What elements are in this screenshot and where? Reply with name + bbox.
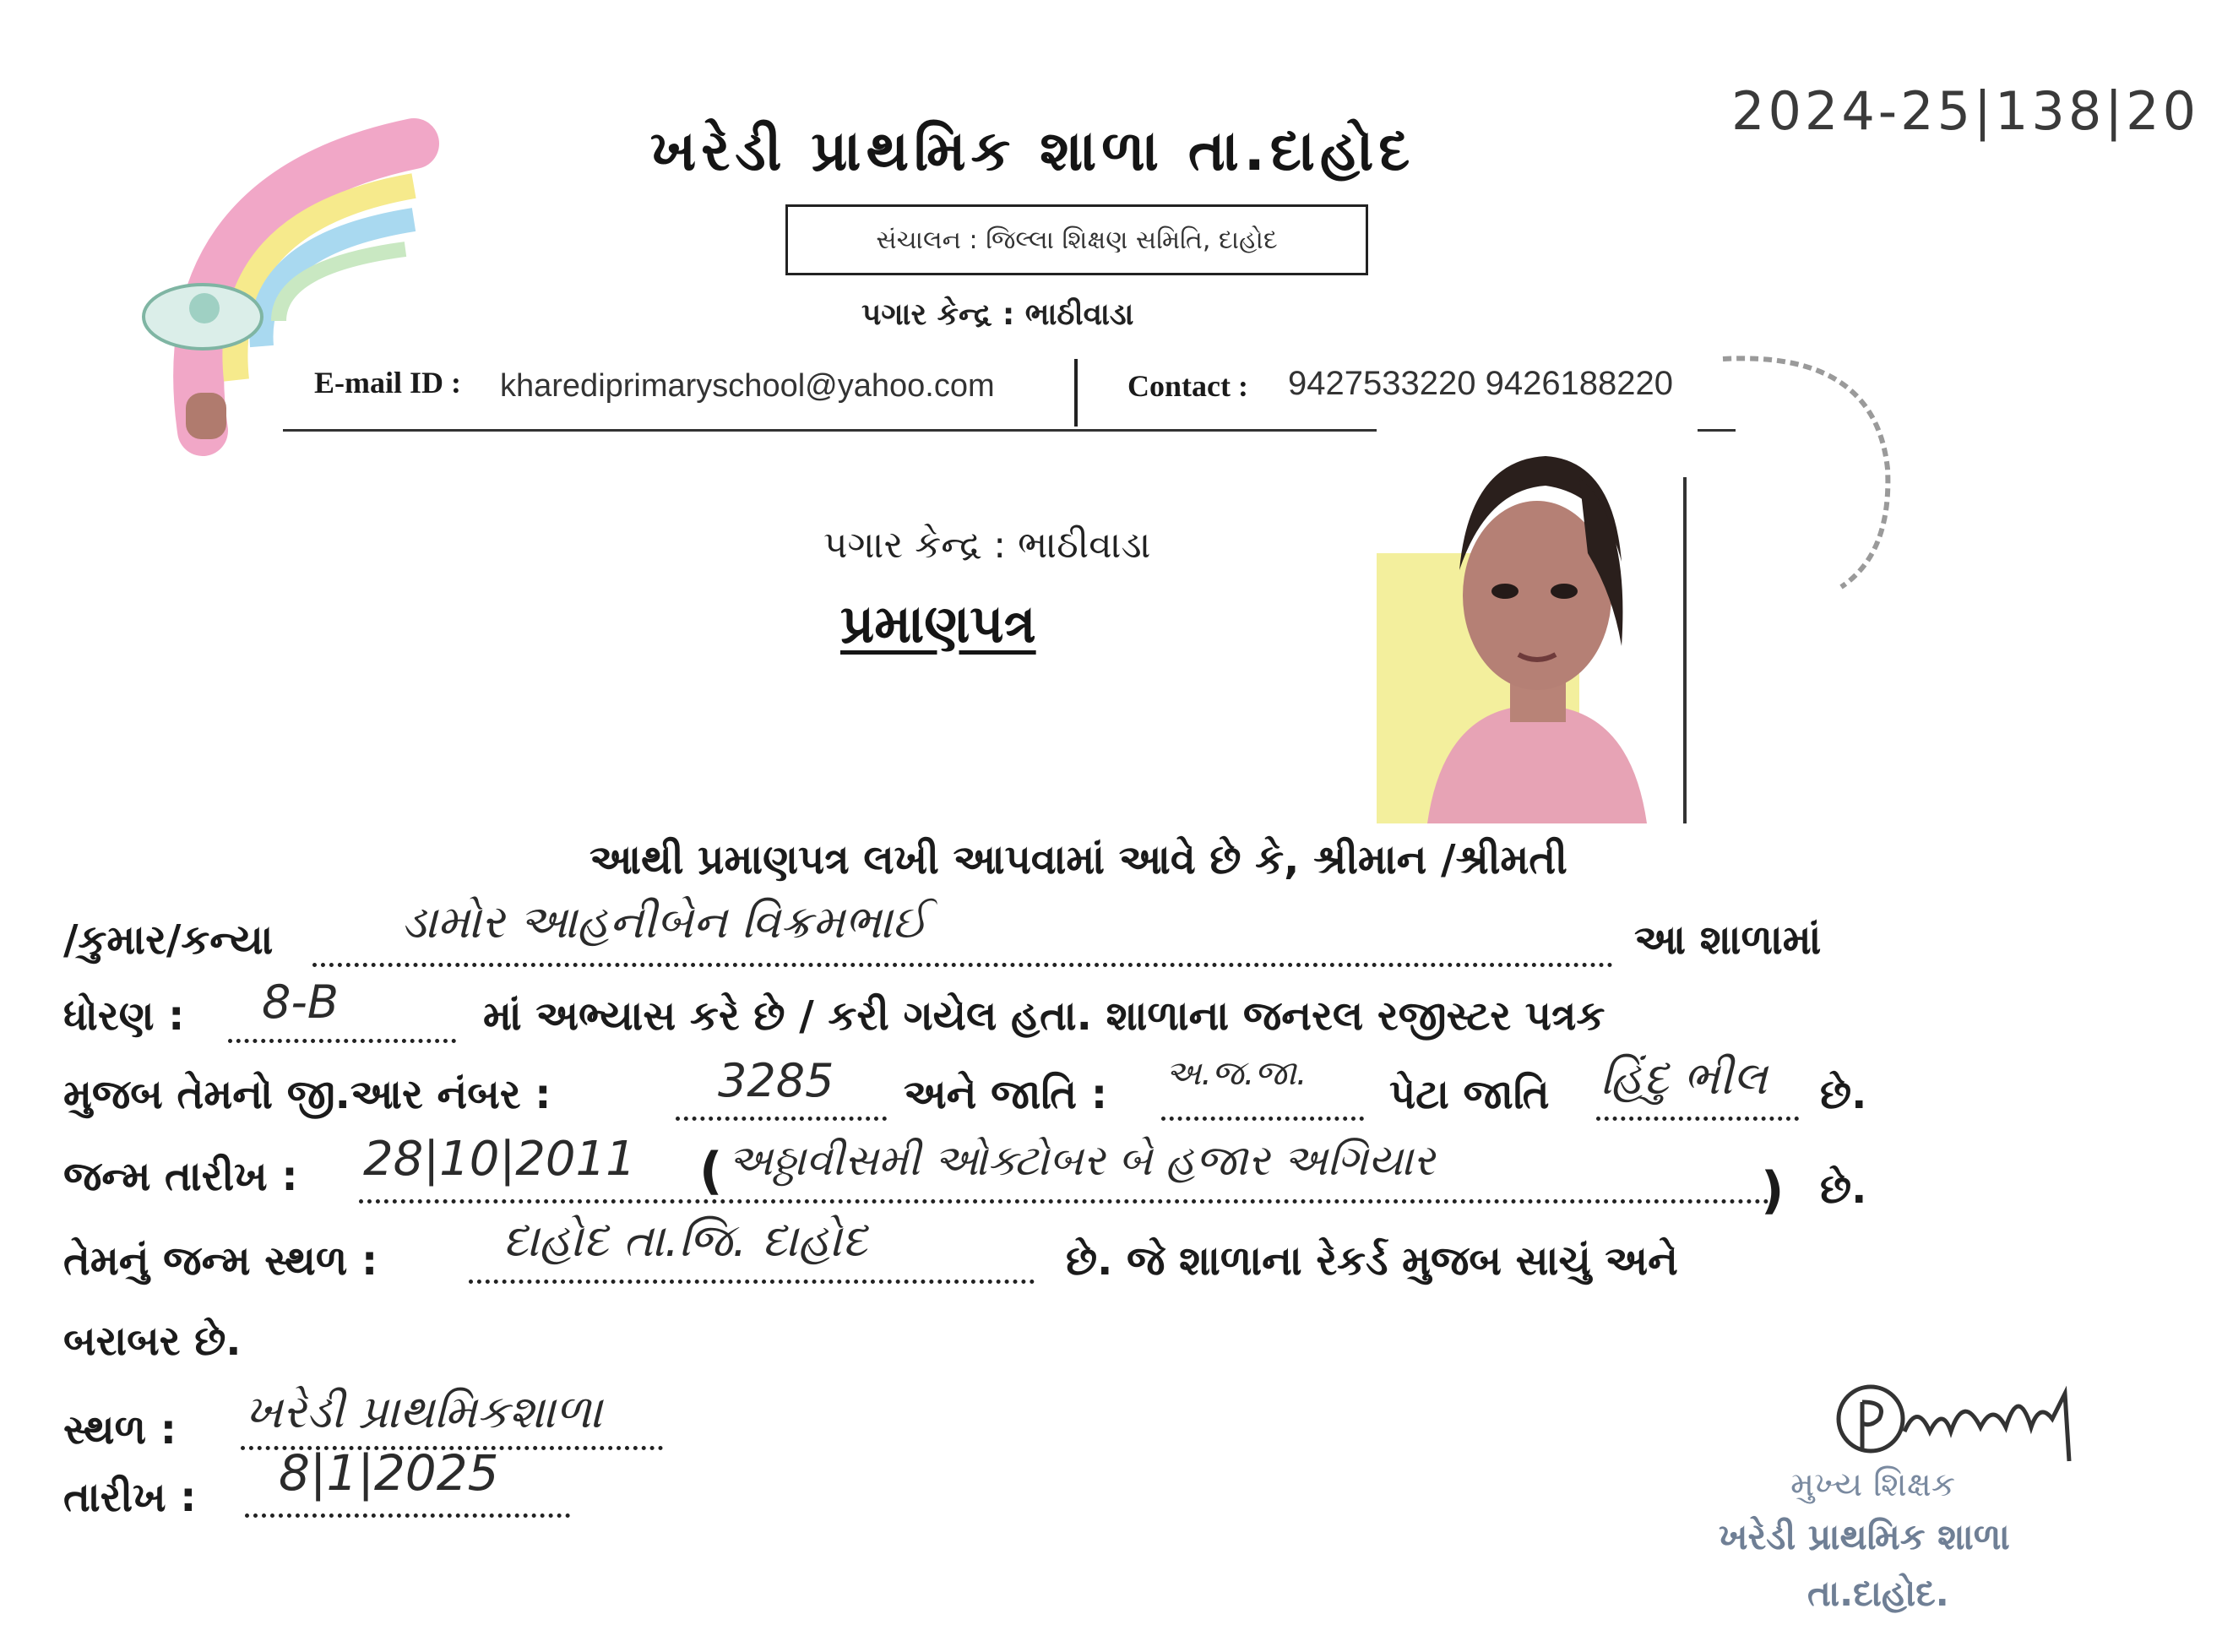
place-label: સ્થળ : <box>63 1406 177 1454</box>
standard-dotted-line <box>228 1039 456 1043</box>
birthplace-dotted-line <box>469 1280 1035 1284</box>
dob-paren-close: ) <box>1761 1161 1785 1220</box>
student-photo-graphic <box>1377 427 1698 823</box>
stamp-title: મુખ્ય શિક્ષક <box>1790 1465 1956 1504</box>
student-name[interactable]: ડામોર આહનીબેન વિક્રમભાઈ <box>401 895 928 948</box>
body-line-4-prefix: મુજબ તેમનો જી.આર નંબર : <box>63 1071 551 1118</box>
email-value: kharediprimaryschool@yahoo.com <box>500 368 995 404</box>
body-line-3-suffix: માં અભ્યાસ કરે છે / કરી ગયેલ હતા. શાળાના જનરલ રજીસ્ટર પત્રક <box>483 992 1605 1040</box>
stamp-school: ખરેડી પ્રાથમિક શાળા <box>1719 1516 2010 1557</box>
date-value[interactable]: 8|1|2025 <box>279 1444 499 1502</box>
body-line-6-prefix: તેમનું જન્મ સ્થળ : <box>63 1237 378 1285</box>
standard-value[interactable]: 8-B <box>262 975 339 1029</box>
round-stamp <box>1706 334 1909 604</box>
rainbow-logo <box>135 93 456 456</box>
contact-label: Contact : <box>1127 369 1248 403</box>
sub-caste-value[interactable]: હિંદુ ભીલ <box>1600 1052 1768 1105</box>
body-line-1: આથી પ્રમાણપત્ર લખી આપવામાં આવે છે કે, શ્રીમાન /શ્રીમતી <box>589 836 1567 883</box>
date-dotted-line <box>245 1513 570 1518</box>
dob-in-words[interactable]: અઠ્ઠાવીસમી ઓક્ટોબર બે હજાર અગિયાર <box>728 1136 1435 1185</box>
body-line-6-suffix: છે. જે શાળાના રેકર્ડ મુજબ સાચું અને <box>1066 1237 1678 1285</box>
gr-number[interactable]: 3285 <box>718 1054 834 1107</box>
managed-by-box <box>785 204 1368 275</box>
headmaster-signature <box>1824 1368 2103 1478</box>
date-label: તારીખ : <box>63 1474 197 1521</box>
body-line-2-suffix: આ શાળામાં <box>1634 916 1822 964</box>
email-label: E-mail ID : <box>314 366 461 399</box>
school-name: ખરેડી પ્રાથમિક શાળા તા.દાહોદ <box>650 118 1415 183</box>
body-line-4-suffix: છે. <box>1820 1071 1867 1118</box>
body-line-2-prefix: /કુમાર/કન્યા <box>63 916 274 964</box>
certificate-title: પ્રમાણપત્ર <box>840 593 1036 655</box>
caste-value[interactable]: અ.જ.જા. <box>1165 1054 1307 1093</box>
body-line-5-suffix: છે. <box>1820 1166 1867 1213</box>
subcaste-dotted-line <box>1596 1117 1799 1121</box>
body-line-3-prefix: ધોરણ : <box>63 992 185 1040</box>
contact-value: 9427533220 9426188220 <box>1288 365 1674 402</box>
body-line-4-mid: અને જાતિ : <box>904 1071 1108 1118</box>
stamp-taluka: તા.દાહોદ. <box>1807 1573 1949 1614</box>
dob-value[interactable]: 28|10|2011 <box>363 1132 636 1187</box>
pay-center: પગાર કેન્દ્ર : ભાઠીવાડા <box>823 524 1151 567</box>
name-dotted-line <box>312 963 1613 967</box>
body-line-7: બરાબર છે. <box>63 1318 242 1365</box>
caste-dotted-line <box>1161 1117 1364 1121</box>
pay-center-header: પગાર કેન્દ્ર : ભાઠીવાડા <box>861 297 1134 332</box>
dob-paren-open: ( <box>699 1142 723 1201</box>
birth-place[interactable]: દાહોદ તા.જિ. દાહોદ <box>503 1214 867 1267</box>
reference-number: 2024-25|138|20 <box>1731 80 2200 142</box>
gr-dotted-line <box>676 1117 887 1121</box>
place-value[interactable]: ખરેડી પ્રાથમિકશાળા <box>245 1385 602 1438</box>
managed-by-text: સંચાલન : જિલ્લા શિક્ષણ સમિતિ, દાહોદ <box>876 225 1278 255</box>
body-line-5-prefix: જન્મ તારીખ : <box>63 1153 298 1200</box>
student-photo <box>1377 427 1698 823</box>
dob-dotted-line <box>359 1199 1769 1204</box>
header-divider <box>1074 359 1078 427</box>
body-line-4-mid2: પેટા જાતિ <box>1389 1071 1550 1118</box>
